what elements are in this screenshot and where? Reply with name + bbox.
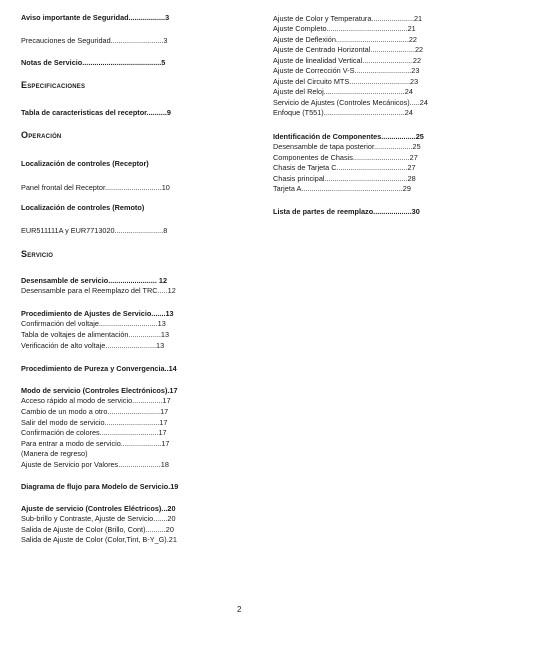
toc-entry: Ajuste del Reloj........................................24 <box>273 87 413 96</box>
toc-entry: Sub-brillo y Contraste, Ajuste de Servicio.......20 <box>21 514 176 523</box>
toc-entry: Verificación de alto voltaje.........................13 <box>21 341 165 350</box>
toc-entry: Cambio de un modo a otro..........................17 <box>21 407 169 416</box>
toc-entry: Salida de Ajuste de Color (Color,Tint, B-Y_G).21 <box>21 535 177 544</box>
page-number: 2 <box>237 605 242 614</box>
toc-entry: Panel frontal del Receptor............................10 <box>21 183 170 192</box>
toc-entry: Servicio de Ajustes (Controles Mecánicos).....24 <box>273 98 428 107</box>
toc-entry: Ajuste de Centrado Horizontal......................22 <box>273 45 424 54</box>
toc-entry: Identificación de Componentes.................25 <box>273 132 424 141</box>
toc-entry: Diagrama de flujo para Modelo de Servicio.19 <box>21 482 179 491</box>
toc-entry: Desensamble de servicio........................ 12 <box>21 276 168 285</box>
toc-entry: Componentes de Chasis............................27 <box>273 153 418 162</box>
toc-entry: Ajuste de servicio (Controles Eléctricos)...20 <box>21 504 176 513</box>
toc-entry: Lista de partes de reemplazo...................30 <box>273 207 420 216</box>
section-heading: Especificaciones <box>21 80 86 90</box>
toc-entry: Ajuste de Corrección V-S............................23 <box>273 66 420 75</box>
toc-entry: Chasis principal.........................................28 <box>273 174 416 183</box>
toc-entry: Enfoque (T551)........................................24 <box>273 108 413 117</box>
toc-entry: Ajuste del Circuito MTS..............................23 <box>273 77 419 86</box>
toc-entry: Desensamble para el Reemplazo del TRC.....12 <box>21 286 176 295</box>
toc-entry: Precauciones de Seguridad..........................3 <box>21 36 168 45</box>
toc-entry: Procedimiento de Pureza y Convergencia..14 <box>21 364 177 373</box>
toc-entry: (Manera de regreso) <box>21 449 88 458</box>
section-heading: Servicio <box>21 249 54 259</box>
toc-entry: Acceso rápido al modo de servicio...............17 <box>21 396 171 405</box>
toc-entry: Desensamble de tapa posterior...................25 <box>273 142 421 151</box>
toc-entry: Tarjeta A..................................................29 <box>273 184 411 193</box>
toc-entry: Tabla de voltajes de alimentación................13 <box>21 330 170 339</box>
toc-entry: Salir del modo de servicio...........................17 <box>21 418 168 427</box>
toc-entry: EUR511111A y EUR7713020........................8 <box>21 226 168 235</box>
section-heading: Operación <box>21 130 62 140</box>
toc-entry: Localización de controles (Receptor) <box>21 159 149 168</box>
toc-entry: Confirmación de colores.............................17 <box>21 428 167 437</box>
toc-entry: Ajuste de Color y Temperatura.....................21 <box>273 14 423 23</box>
toc-entry: Ajuste de Deflexión....................................22 <box>273 35 417 44</box>
toc-entry: Confirmación del voltaje.............................13 <box>21 319 166 328</box>
toc-entry: Chasis de Tarjeta C...................................27 <box>273 163 416 172</box>
toc-entry: Procedimiento de Ajustes de Servicio.......13 <box>21 309 174 318</box>
toc-entry: Tabla de caracteristicas del receptor..........9 <box>21 108 171 117</box>
toc-entry: Salida de Ajuste de Color (Brillo, Cont)..........20 <box>21 525 174 534</box>
toc-entry: Modo de servicio (Controles Electrónicos).17 <box>21 386 178 395</box>
toc-entry: Aviso importante de Seguridad..................3 <box>21 13 170 22</box>
toc-entry: Ajuste de linealidad Vertical.........................22 <box>273 56 422 65</box>
toc-entry: Ajuste Completo........................................21 <box>273 24 416 33</box>
toc-entry: Ajuste de Servicio por Valores.....................18 <box>21 460 169 469</box>
toc-entry: Notas de Servicio.......................................5 <box>21 58 166 67</box>
toc-entry: Para entrar a modo de servicio....................17 <box>21 439 170 448</box>
toc-entry: Localización de controles (Remoto) <box>21 203 145 212</box>
